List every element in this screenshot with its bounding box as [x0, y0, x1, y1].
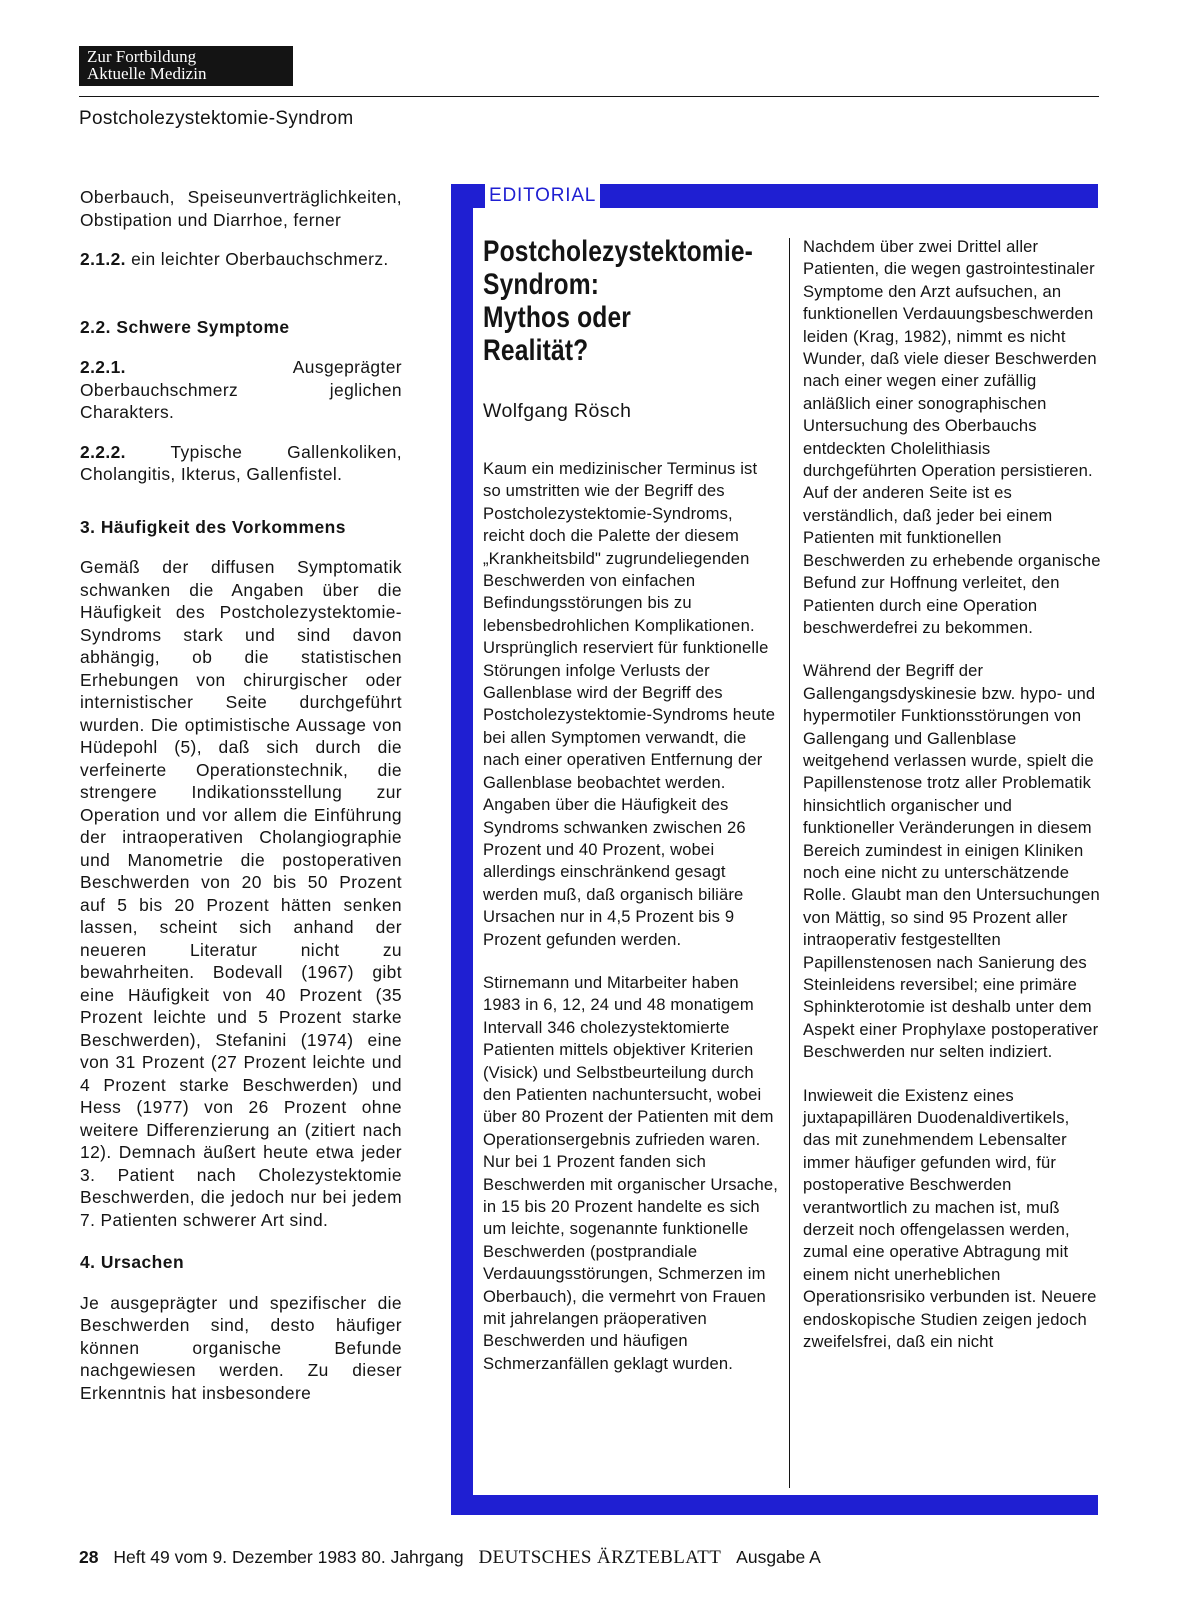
item-text: Typische Gallenkoliken, Cholangitis, Ikterus, Gallenfistel. [80, 441, 402, 484]
issue-info: Heft 49 vom 9. Dezember 1983 80. Jahrgang [113, 1547, 464, 1567]
journal-name: DEUTSCHES ÄRZTEBLATT [478, 1547, 722, 1568]
editorial-left-bar [451, 184, 473, 1515]
section-label-line-1: Zur Fortbildung [87, 47, 197, 66]
editorial-bottom-bar [451, 1495, 1098, 1515]
item-number: 2.1.2. [80, 249, 126, 269]
paragraph-frequency: Gemäß der diffusen Symptomatik schwanken die Angaben über die Häufigkeit des Postcholezystektomie-Syndroms stark und sind davon abhängig, ob die statistischen Erhebungen von chirurgischer oder internistischer Seite durchgeführt wurden. Die optimistische Aussage von Hüdepohl (5), daß sich durch die verfeinerte Operationstechnik, die strengere Indikationsstellung zur Operation und vor allem die Einführung der intraoperativen Cholangiographie und Manometrie die postoperativen Beschwerden von 20 bis 50 Prozent auf 5 bis 20 Prozent hätten senken lassen, scheint sich anhand der neueren Literatur nicht zu bewahrheiten. Bodevall (1967) gibt eine Häufigkeit von 40 Prozent (35 Prozent leichte und 5 Prozent starke Beschwerden), Stefanini (1974) eine von 31 Prozent (27 Prozent leichte und 4 Prozent starke Beschwerden) und Hess (1977) von 26 Prozent ohne weitere Differenzierung an (zitiert nach 12). Demnach äußert heute etwa jeder 3. Patient nach Cholezystektomie Beschwerden, die jedoch nur bei jedem 7. Patienten schwerer Art sind. [80, 557, 402, 1230]
editorial-paragraph: Stirnemann und Mitarbeiter haben 1983 in 6, 12, 24 und 48 monatigem Intervall 346 cholezystektomierte Patienten mittels objektiver Kriterien (Visick) und Selbstbeurteilung durch den Patienten nachuntersucht, wobei über 80 Prozent der Patienten mit dem Operationsergebnis zufrieden waren. Nur bei 1 Prozent fanden sich Beschwerden mit organischer Ursache, in 15 bis 20 Prozent handelte es sich um leichte, sogenannte funktionelle Beschwerden (postprandiale Verdauungsstörungen, Schmerzen im Oberbauch), die vermehrt von Frauen mit jahrelangen präoperativen Beschwerden und häufigen Schmerzanfällen geklagt wurden. [483, 972, 778, 1373]
item-text: Ausgeprägter Oberbauchschmerz jeglichen Charakters. [80, 357, 402, 422]
editorial-title-line-3: Mythos oder Realität? [483, 301, 632, 367]
editorial-author: Wolfgang Rösch [483, 400, 632, 422]
item-2-1-2 [80, 248, 402, 271]
editorial-right-column [803, 236, 1101, 1375]
editorial-paragraph: Nachdem über zwei Drittel aller Patienten, die wegen gastrointestinaler Symptome den Arzt aufsuchen, an funktionellen Verdauungsbeschwerden leiden (Krag, 1982), nimmt es nicht Wunder, daß viele dieser Beschwerden nach einer wegen einer zufällig anläßlich einer sonographischen Untersuchung des Oberbauchs entdeckten Cholelithiasis durchgeführten Operation persistieren. Auf der anderen Seite ist es verständlich, daß jeder bei einem Patienten mit funktionellen Beschwerden zu erhebende organische Befund zur Hoffnung verleitet, den Patienten durch eine Operation beschwerdefrei zu bekommen. [803, 237, 1101, 637]
editorial-paragraph: Kaum ein medizinischer Terminus ist so umstritten wie der Begriff des Postcholezystektomie-Syndroms, reicht doch die Palette der diesem „Krankheitsbild" zugrundeliegenden Beschwerden von einfachen Befindungsstörungen bis zu lebensbedrohlichen Komplikationen. Ursprünglich reserviert für funktionelle Störungen infolge Verlusts der Gallenblase wird der Begriff des Postcholezystektomie-Syndroms heute bei allen Symptomen verwandt, die nach einer operativen Entfernung der Gallenblase beobachtet werden. Angaben über die Häufigkeit des Syndroms schwanken zwischen 26 Prozent und 40 Prozent, wobei allerdings einschränkend gesagt werden muß, daß organisch biliäre Ursachen nur in 4,5 Prozent bis 9 Prozent gefunden werden. [483, 459, 776, 949]
page-number: 28 [79, 1547, 99, 1567]
section-label-line-2: Aktuelle Medizin [87, 64, 207, 83]
editorial-label: EDITORIAL [485, 184, 600, 208]
section-label [79, 46, 293, 86]
item-number: 2.2.1. [80, 357, 126, 377]
running-title: Postcholezystektomie-Syndrom [79, 108, 354, 129]
item-number: 2.2.2. [80, 441, 126, 462]
editorial-paragraph: Inwieweit die Existenz eines juxtapapillären Duodenaldivertikels, das mit zunehmendem Lebensalter immer häufiger gefunden wird, für postoperative Beschwerden verantwortlich zu machen ist, muß derzeit noch offengelassen werden, zumal eine operative Abtragung mit einem nicht unerheblichen Operationsrisiko verbunden ist. Neuere endoskopische Studien zeigen jedoch zweifelsfrei, daß ein nicht [803, 1085, 1097, 1352]
editorial-title-line-1: Postcholezystektomie- [483, 235, 754, 268]
paragraph-causes: Je ausgeprägter und spezifischer die Beschwerden sind, desto häufiger können organische Befunde nachgewiesen werden. Zu dieser Erkenntnis hat insbesondere [80, 1292, 402, 1403]
header-rule [79, 96, 1099, 97]
item-text: ein leichter Oberbauchschmerz. [125, 249, 389, 269]
item-2-2-2 [80, 441, 402, 486]
page-footer [79, 1547, 831, 1569]
spacer [80, 508, 402, 516]
editorial-paragraph: Während der Begriff der Gallengangsdyskinesie bzw. hypo- und hypermotiler Funktionsstörungen von Gallengang und Gallenblase weitgehend verlassen wurde, spielt die Papillenstenose trotz aller Problematik hinsichtlich organischer und funktioneller Veränderungen in diesem Bereich zumindest in einigen Kliniken noch eine nicht zu unterschätzende Rolle. Glaubt man den Untersuchungen von Mättig, so sind 95 Prozent aller intraoperativ festgestellten Papillenstenosen nach Sanierung des Steinleidens reversibel; eine primäre Sphinkterotomie ist deshalb unter dem Aspekt einer Prophylaxe postoperativer Beschwerden nur selten indiziert. [803, 661, 1100, 1062]
editorial-title [483, 235, 754, 367]
editorial-title-line-2: Syndrom: [483, 268, 600, 301]
paragraph-symptoms-cont: Oberbauch, Speiseunverträglichkeiten, Obstipation und Diarrhoe, ferner [80, 187, 402, 230]
editorial-middle-column [483, 458, 779, 1396]
heading-severe-symptoms: 2.2. Schwere Symptome [80, 316, 290, 337]
edition: Ausgabe A [736, 1547, 821, 1567]
column-divider [789, 238, 790, 1488]
heading-frequency: 3. Häufigkeit des Vorkommens [80, 516, 346, 537]
left-column [80, 186, 402, 1421]
heading-causes: 4. Ursachen [80, 1252, 185, 1272]
spacer [80, 288, 402, 316]
item-2-2-1 [80, 356, 402, 424]
